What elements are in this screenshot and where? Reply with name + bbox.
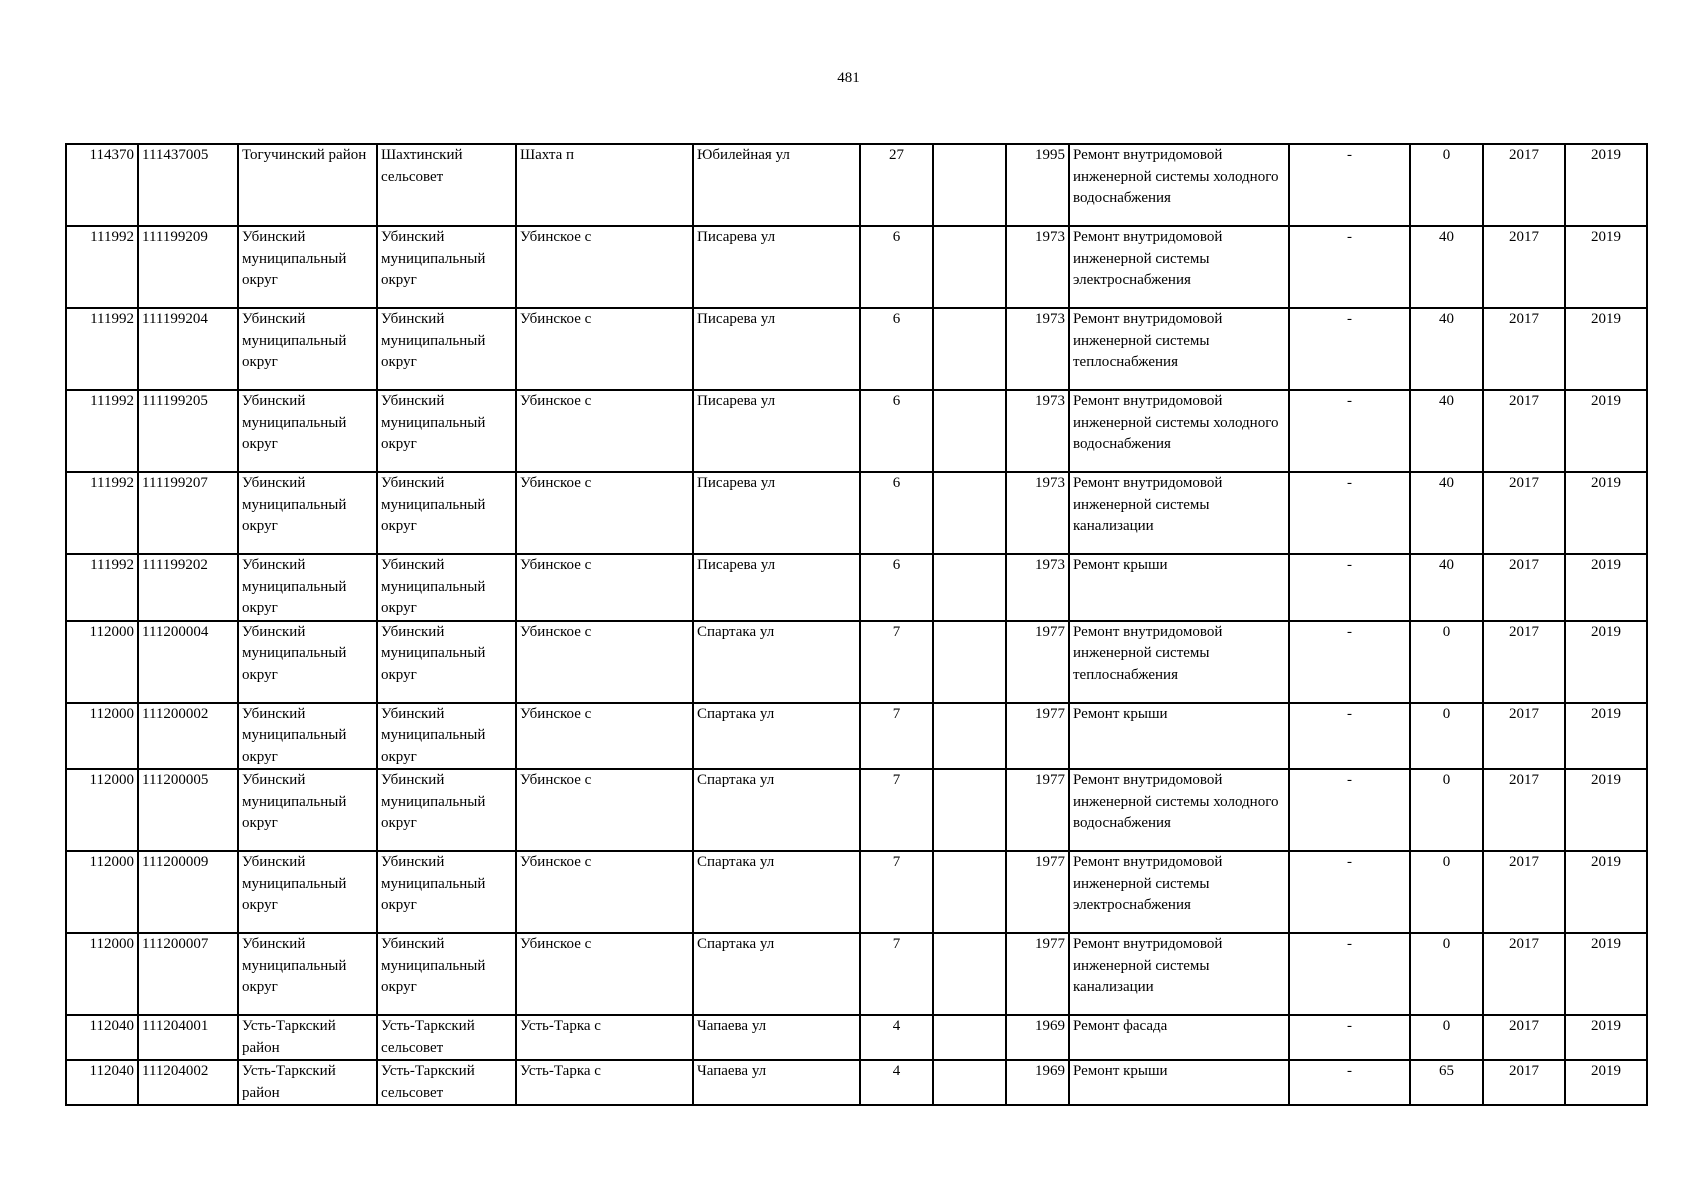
- table-row: [66, 472, 1647, 554]
- cell-percent: 40: [1410, 554, 1483, 621]
- cell-start-year: 2017: [1483, 1015, 1565, 1060]
- cell-house: 4: [860, 1060, 933, 1105]
- cell-locality: Убинское с: [516, 390, 693, 472]
- cell-start-year: 2017: [1483, 226, 1565, 308]
- cell-id: 112000: [66, 933, 138, 1015]
- cell-percent: 0: [1410, 769, 1483, 851]
- cell-mark: -: [1289, 144, 1410, 226]
- cell-empty: [933, 933, 1006, 1015]
- cell-percent: 65: [1410, 1060, 1483, 1105]
- cell-house: 7: [860, 621, 933, 703]
- cell-start-year: 2017: [1483, 703, 1565, 770]
- cell-mark: -: [1289, 621, 1410, 703]
- cell-end-year: 2019: [1565, 472, 1647, 554]
- cell-percent: 0: [1410, 144, 1483, 226]
- cell-code: 111200004: [138, 621, 238, 703]
- cell-work-type: Ремонт внутридомовой инженерной системы теплоснабжения: [1069, 621, 1289, 703]
- cell-district: Убинский муниципальный округ: [238, 621, 377, 703]
- cell-work-type: Ремонт фасада: [1069, 1015, 1289, 1060]
- cell-id: 112000: [66, 851, 138, 933]
- cell-code: 111204002: [138, 1060, 238, 1105]
- cell-percent: 0: [1410, 851, 1483, 933]
- cell-locality: Шахта п: [516, 144, 693, 226]
- cell-settlement: Убинский муниципальный округ: [377, 933, 516, 1015]
- cell-mark: -: [1289, 554, 1410, 621]
- cell-settlement: Убинский муниципальный округ: [377, 703, 516, 770]
- cell-street: Чапаева ул: [693, 1060, 860, 1105]
- cell-id: 111992: [66, 472, 138, 554]
- cell-house: 4: [860, 1015, 933, 1060]
- cell-street: Спартака ул: [693, 769, 860, 851]
- cell-work-type: Ремонт внутридомовой инженерной системы электроснабжения: [1069, 226, 1289, 308]
- table-row: [66, 1015, 1647, 1060]
- cell-start-year: 2017: [1483, 554, 1565, 621]
- cell-end-year: 2019: [1565, 1060, 1647, 1105]
- cell-locality: Убинское с: [516, 851, 693, 933]
- cell-district: Усть-Таркский район: [238, 1015, 377, 1060]
- cell-street: Спартака ул: [693, 851, 860, 933]
- cell-settlement: Убинский муниципальный округ: [377, 851, 516, 933]
- table-row: [66, 769, 1647, 851]
- cell-settlement: Шахтинский сельсовет: [377, 144, 516, 226]
- cell-year: 1973: [1006, 390, 1069, 472]
- cell-district: Усть-Таркский район: [238, 1060, 377, 1105]
- cell-year: 1973: [1006, 226, 1069, 308]
- cell-start-year: 2017: [1483, 851, 1565, 933]
- cell-code: 111204001: [138, 1015, 238, 1060]
- cell-start-year: 2017: [1483, 769, 1565, 851]
- cell-percent: 0: [1410, 1015, 1483, 1060]
- table-row: [66, 226, 1647, 308]
- cell-end-year: 2019: [1565, 703, 1647, 770]
- cell-start-year: 2017: [1483, 933, 1565, 1015]
- cell-settlement: Убинский муниципальный округ: [377, 226, 516, 308]
- cell-locality: Убинское с: [516, 308, 693, 390]
- cell-percent: 40: [1410, 226, 1483, 308]
- cell-settlement: Усть-Таркский сельсовет: [377, 1015, 516, 1060]
- cell-start-year: 2017: [1483, 308, 1565, 390]
- cell-settlement: Убинский муниципальный округ: [377, 308, 516, 390]
- cell-locality: Убинское с: [516, 621, 693, 703]
- cell-end-year: 2019: [1565, 1015, 1647, 1060]
- cell-district: Убинский муниципальный округ: [238, 554, 377, 621]
- table-row: [66, 390, 1647, 472]
- cell-house: 7: [860, 703, 933, 770]
- registry-table: [65, 143, 1648, 1106]
- cell-district: Убинский муниципальный округ: [238, 769, 377, 851]
- cell-code: 111200009: [138, 851, 238, 933]
- cell-locality: Убинское с: [516, 226, 693, 308]
- cell-street: Спартака ул: [693, 703, 860, 770]
- cell-year: 1977: [1006, 933, 1069, 1015]
- cell-work-type: Ремонт внутридомовой инженерной системы холодного водоснабжения: [1069, 390, 1289, 472]
- cell-empty: [933, 472, 1006, 554]
- cell-id: 112000: [66, 703, 138, 770]
- cell-id: 112040: [66, 1015, 138, 1060]
- cell-work-type: Ремонт внутридомовой инженерной системы теплоснабжения: [1069, 308, 1289, 390]
- cell-empty: [933, 703, 1006, 770]
- cell-street: Писарева ул: [693, 226, 860, 308]
- cell-locality: Убинское с: [516, 554, 693, 621]
- cell-street: Писарева ул: [693, 308, 860, 390]
- cell-start-year: 2017: [1483, 472, 1565, 554]
- table-row: [66, 851, 1647, 933]
- cell-empty: [933, 308, 1006, 390]
- cell-mark: -: [1289, 703, 1410, 770]
- cell-mark: -: [1289, 769, 1410, 851]
- cell-year: 1977: [1006, 703, 1069, 770]
- cell-id: 111992: [66, 308, 138, 390]
- cell-empty: [933, 1015, 1006, 1060]
- cell-district: Убинский муниципальный округ: [238, 851, 377, 933]
- cell-start-year: 2017: [1483, 144, 1565, 226]
- cell-id: 111992: [66, 390, 138, 472]
- cell-street: Писарева ул: [693, 472, 860, 554]
- cell-street: Писарева ул: [693, 390, 860, 472]
- cell-district: Убинский муниципальный округ: [238, 933, 377, 1015]
- cell-settlement: Убинский муниципальный округ: [377, 554, 516, 621]
- cell-work-type: Ремонт внутридомовой инженерной системы холодного водоснабжения: [1069, 144, 1289, 226]
- cell-street: Писарева ул: [693, 554, 860, 621]
- cell-house: 27: [860, 144, 933, 226]
- cell-work-type: Ремонт внутридомовой инженерной системы канализации: [1069, 472, 1289, 554]
- cell-year: 1969: [1006, 1060, 1069, 1105]
- cell-id: 111992: [66, 554, 138, 621]
- cell-locality: Убинское с: [516, 472, 693, 554]
- cell-district: Убинский муниципальный округ: [238, 308, 377, 390]
- cell-locality: Усть-Тарка с: [516, 1015, 693, 1060]
- cell-id: 112000: [66, 621, 138, 703]
- cell-mark: -: [1289, 308, 1410, 390]
- table-row: [66, 621, 1647, 703]
- cell-locality: Убинское с: [516, 703, 693, 770]
- cell-start-year: 2017: [1483, 390, 1565, 472]
- cell-end-year: 2019: [1565, 851, 1647, 933]
- page-number: 481: [837, 70, 860, 86]
- cell-district: Убинский муниципальный округ: [238, 226, 377, 308]
- cell-percent: 0: [1410, 703, 1483, 770]
- cell-end-year: 2019: [1565, 144, 1647, 226]
- cell-year: 1977: [1006, 621, 1069, 703]
- cell-year: 1995: [1006, 144, 1069, 226]
- cell-house: 7: [860, 769, 933, 851]
- cell-id: 112040: [66, 1060, 138, 1105]
- cell-end-year: 2019: [1565, 769, 1647, 851]
- cell-mark: -: [1289, 933, 1410, 1015]
- cell-empty: [933, 554, 1006, 621]
- cell-empty: [933, 144, 1006, 226]
- cell-settlement: Убинский муниципальный округ: [377, 769, 516, 851]
- cell-district: Убинский муниципальный округ: [238, 703, 377, 770]
- cell-locality: Убинское с: [516, 769, 693, 851]
- cell-empty: [933, 226, 1006, 308]
- cell-id: 114370: [66, 144, 138, 226]
- cell-settlement: Убинский муниципальный округ: [377, 472, 516, 554]
- table-row: [66, 308, 1647, 390]
- cell-street: Чапаева ул: [693, 1015, 860, 1060]
- cell-work-type: Ремонт внутридомовой инженерной системы канализации: [1069, 933, 1289, 1015]
- cell-id: 112000: [66, 769, 138, 851]
- cell-settlement: Убинский муниципальный округ: [377, 390, 516, 472]
- cell-house: 6: [860, 554, 933, 621]
- cell-start-year: 2017: [1483, 621, 1565, 703]
- cell-percent: 0: [1410, 933, 1483, 1015]
- cell-percent: 40: [1410, 472, 1483, 554]
- table-row: [66, 144, 1647, 226]
- cell-locality: Убинское с: [516, 933, 693, 1015]
- cell-mark: -: [1289, 390, 1410, 472]
- cell-code: 111199205: [138, 390, 238, 472]
- cell-year: 1973: [1006, 308, 1069, 390]
- cell-mark: -: [1289, 1060, 1410, 1105]
- cell-percent: 40: [1410, 308, 1483, 390]
- cell-street: Юбилейная ул: [693, 144, 860, 226]
- cell-house: 6: [860, 390, 933, 472]
- cell-code: 111199204: [138, 308, 238, 390]
- cell-start-year: 2017: [1483, 1060, 1565, 1105]
- cell-year: 1969: [1006, 1015, 1069, 1060]
- cell-code: 111199207: [138, 472, 238, 554]
- cell-work-type: Ремонт внутридомовой инженерной системы холодного водоснабжения: [1069, 769, 1289, 851]
- cell-empty: [933, 769, 1006, 851]
- cell-mark: -: [1289, 851, 1410, 933]
- cell-code: 111200002: [138, 703, 238, 770]
- cell-empty: [933, 1060, 1006, 1105]
- cell-house: 7: [860, 851, 933, 933]
- cell-empty: [933, 390, 1006, 472]
- cell-code: 111437005: [138, 144, 238, 226]
- cell-year: 1973: [1006, 554, 1069, 621]
- cell-year: 1977: [1006, 851, 1069, 933]
- cell-street: Спартака ул: [693, 621, 860, 703]
- cell-settlement: Убинский муниципальный округ: [377, 621, 516, 703]
- cell-empty: [933, 851, 1006, 933]
- cell-code: 111200007: [138, 933, 238, 1015]
- cell-end-year: 2019: [1565, 554, 1647, 621]
- table-row: [66, 933, 1647, 1015]
- cell-work-type: Ремонт крыши: [1069, 703, 1289, 770]
- cell-house: 6: [860, 226, 933, 308]
- cell-house: 6: [860, 308, 933, 390]
- cell-locality: Усть-Тарка с: [516, 1060, 693, 1105]
- table-row: [66, 703, 1647, 770]
- cell-end-year: 2019: [1565, 308, 1647, 390]
- cell-mark: -: [1289, 472, 1410, 554]
- cell-end-year: 2019: [1565, 621, 1647, 703]
- cell-year: 1977: [1006, 769, 1069, 851]
- cell-district: Тогучинский район: [238, 144, 377, 226]
- cell-year: 1973: [1006, 472, 1069, 554]
- cell-work-type: Ремонт крыши: [1069, 1060, 1289, 1105]
- cell-end-year: 2019: [1565, 226, 1647, 308]
- table-body: [66, 144, 1647, 1105]
- cell-end-year: 2019: [1565, 390, 1647, 472]
- cell-id: 111992: [66, 226, 138, 308]
- cell-end-year: 2019: [1565, 933, 1647, 1015]
- table-row: [66, 554, 1647, 621]
- cell-settlement: Усть-Таркский сельсовет: [377, 1060, 516, 1105]
- cell-mark: -: [1289, 1015, 1410, 1060]
- cell-house: 7: [860, 933, 933, 1015]
- cell-district: Убинский муниципальный округ: [238, 472, 377, 554]
- cell-empty: [933, 621, 1006, 703]
- cell-work-type: Ремонт крыши: [1069, 554, 1289, 621]
- cell-house: 6: [860, 472, 933, 554]
- cell-mark: -: [1289, 226, 1410, 308]
- cell-percent: 0: [1410, 621, 1483, 703]
- cell-street: Спартака ул: [693, 933, 860, 1015]
- cell-code: 111199202: [138, 554, 238, 621]
- cell-percent: 40: [1410, 390, 1483, 472]
- cell-code: 111199209: [138, 226, 238, 308]
- cell-district: Убинский муниципальный округ: [238, 390, 377, 472]
- cell-work-type: Ремонт внутридомовой инженерной системы электроснабжения: [1069, 851, 1289, 933]
- cell-code: 111200005: [138, 769, 238, 851]
- table-row: [66, 1060, 1647, 1105]
